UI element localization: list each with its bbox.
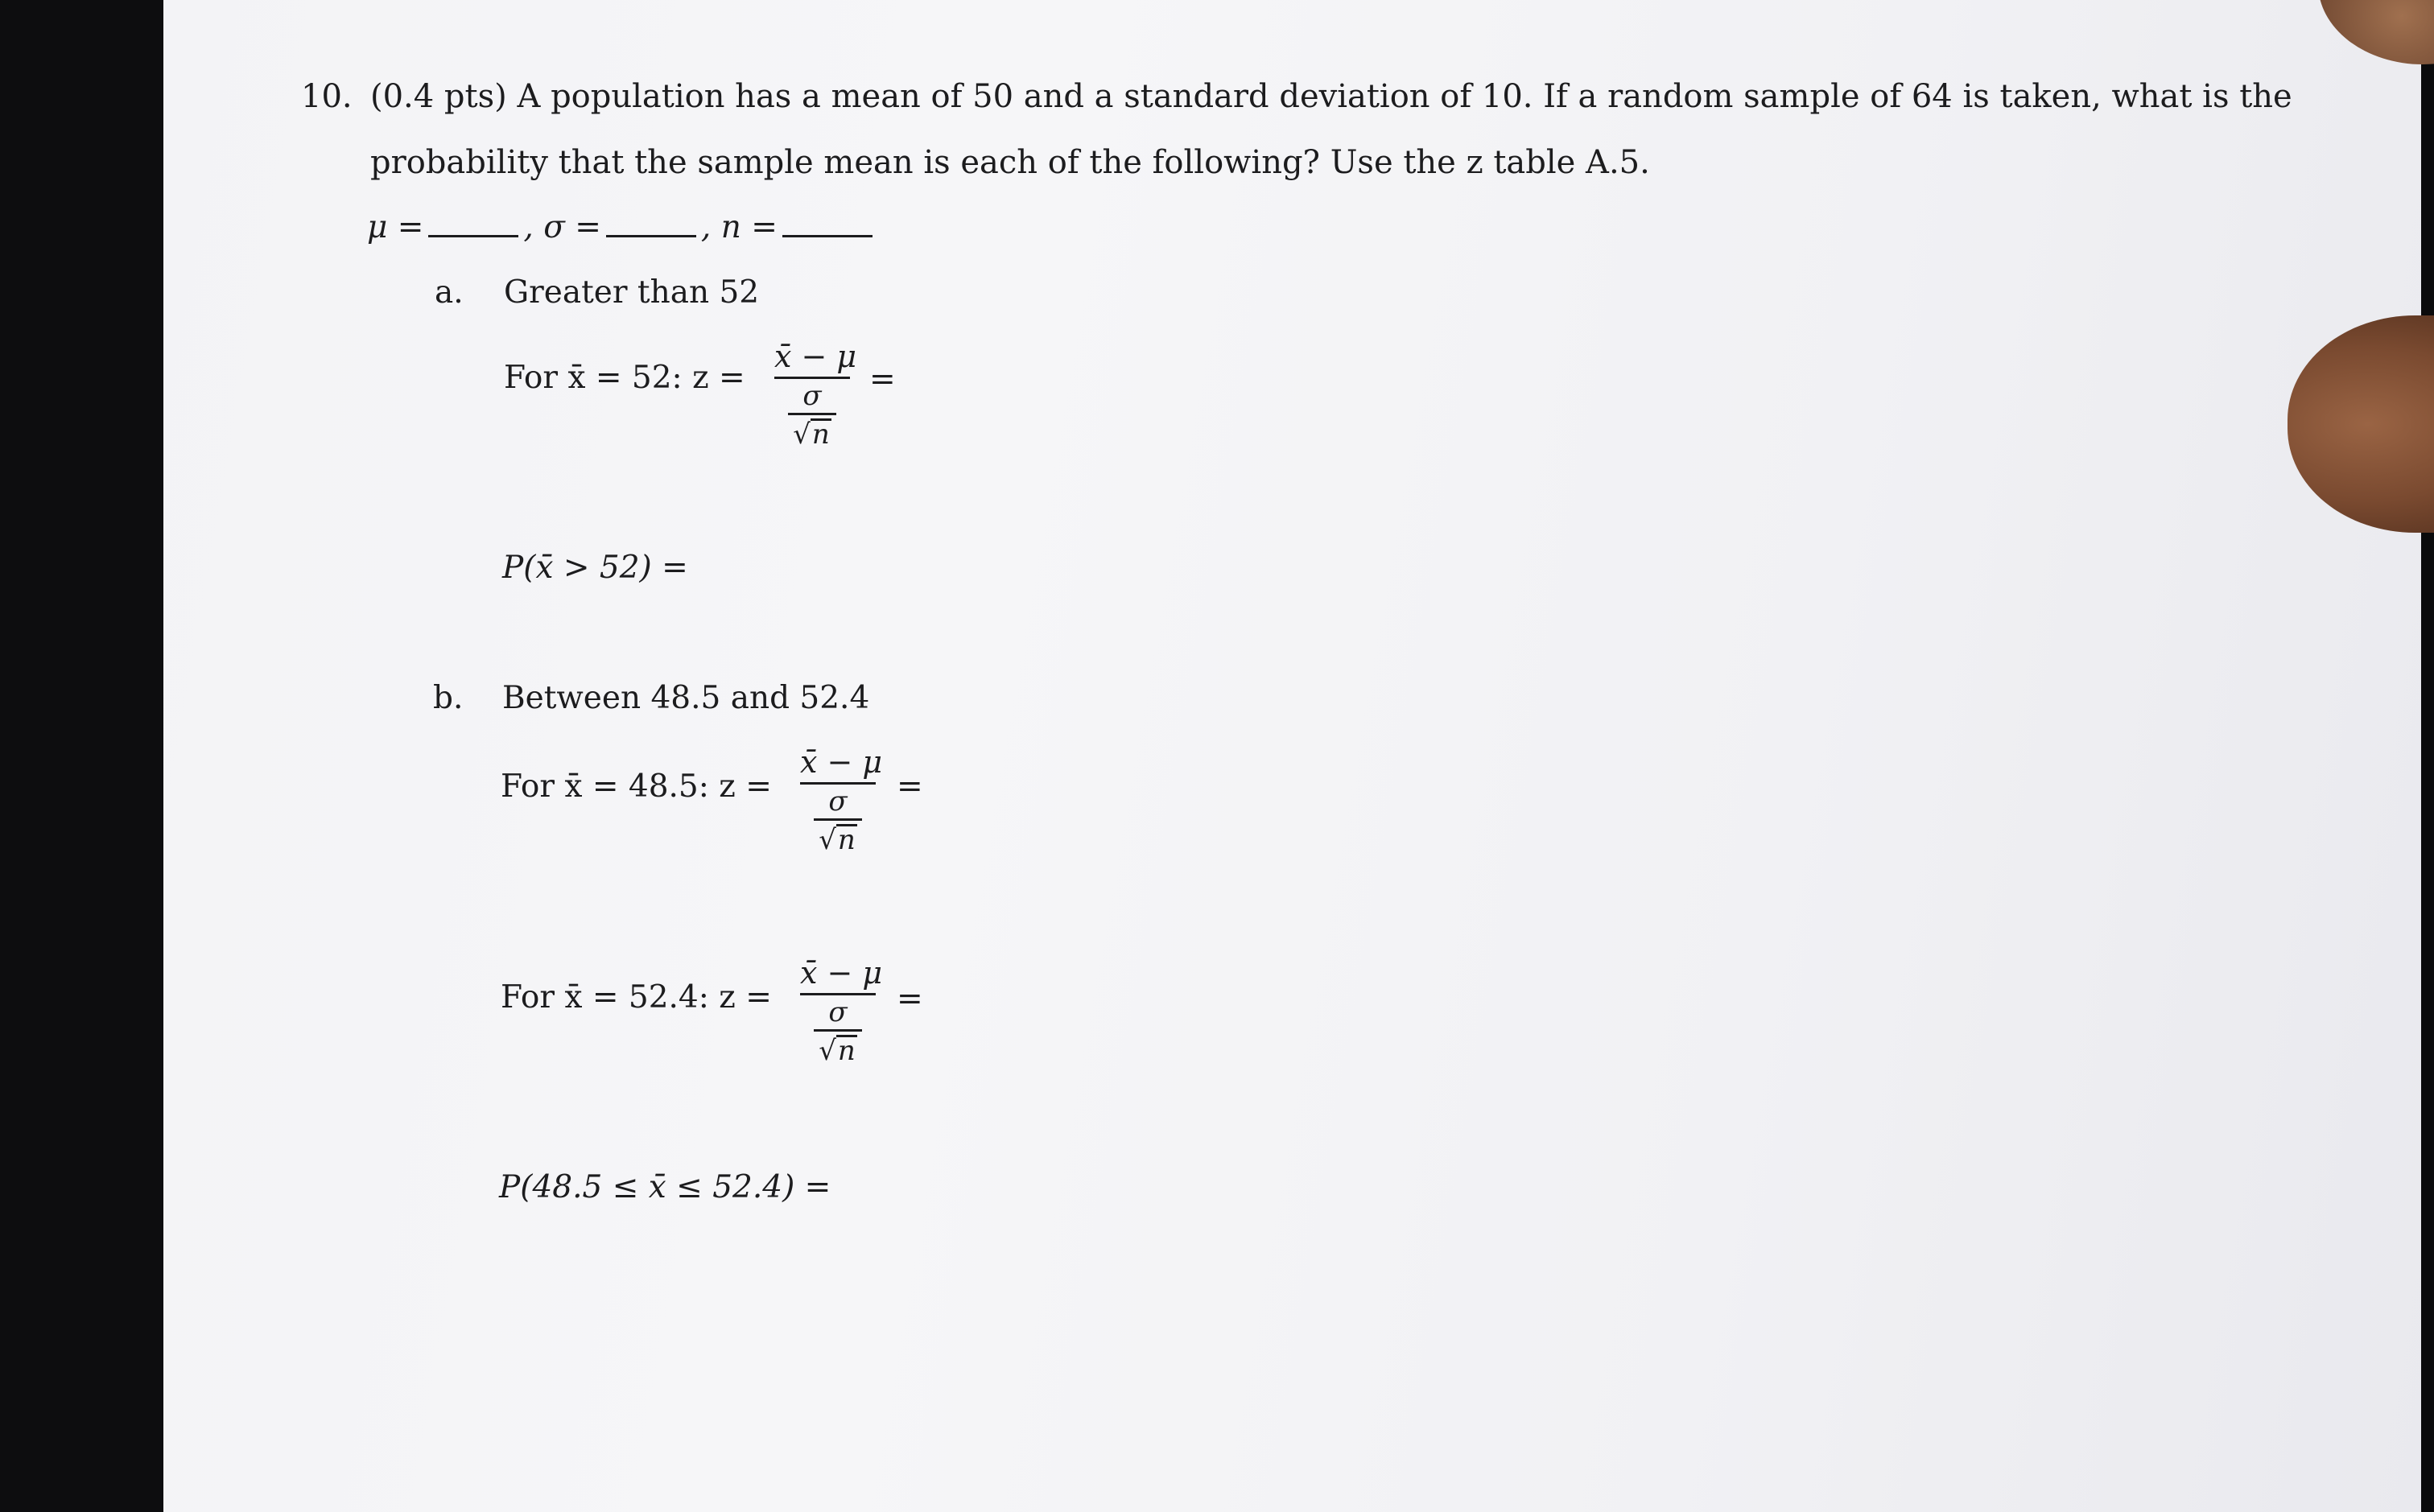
part-b-z-line-2: For x̄ = 52.4: z = — [501, 979, 772, 1016]
part-a-title: Greater than 52 — [504, 274, 760, 311]
fraction-inner-bar — [814, 1029, 862, 1032]
params-line — [367, 211, 877, 243]
sqrt-sign: √ — [819, 1035, 836, 1067]
sigma-label: , σ = — [523, 209, 601, 245]
fraction-sqrt-n — [800, 1035, 876, 1065]
part-b-fraction-2 — [800, 955, 883, 1067]
fraction-inner-bar — [814, 818, 862, 821]
question-number: 10. — [301, 78, 353, 115]
fraction-inner-bar — [788, 413, 836, 415]
sqrt-sign: √ — [793, 418, 811, 451]
fraction-sqrt-n — [800, 824, 876, 854]
question-text-line1: (0.4 pts) A population has a mean of 50 and a standard deviation of 10. If a random sample of 64 is taken, what is the — [370, 78, 2292, 115]
part-b-probability: P(48.5 ≤ x̄ ≤ 52.4) = — [499, 1169, 831, 1205]
n-blank[interactable] — [782, 211, 873, 237]
part-a-fraction — [774, 339, 857, 451]
fraction-numerator: x̄ − μ — [800, 744, 883, 780]
fraction-numerator: x̄ − μ — [800, 955, 883, 991]
fraction-sigma: σ — [802, 380, 822, 412]
fraction-numerator: x̄ − μ — [774, 339, 857, 374]
fraction-sqrt-n — [774, 418, 850, 451]
part-a-label: a. — [435, 274, 464, 311]
n-label: , n = — [700, 209, 778, 245]
fraction-sigma: σ — [828, 996, 848, 1028]
part-a-probability: P(x̄ > 52) = — [502, 550, 688, 586]
sigma-blank[interactable] — [606, 211, 696, 237]
part-b-title: Between 48.5 and 52.4 — [502, 680, 870, 716]
sqrt-sign: √ — [819, 824, 836, 856]
part-b-fraction-1 — [800, 744, 883, 856]
part-b-equals-2: = — [897, 981, 923, 1017]
fraction-sigma: σ — [828, 785, 848, 818]
part-b-label: b. — [433, 680, 464, 716]
question-text-line2: probability that the sample mean is each of the following? Use the z table A.5. — [370, 144, 1650, 181]
part-b-equals-1: = — [897, 768, 923, 805]
part-a-equals: = — [869, 361, 896, 398]
sqrt-n: n — [811, 418, 830, 451]
mu-label: μ = — [367, 209, 424, 245]
fraction-bar — [800, 782, 876, 785]
background-edge — [2421, 0, 2434, 1512]
fraction-bar — [774, 377, 850, 379]
fraction-bar — [800, 993, 876, 995]
sqrt-n: n — [837, 824, 856, 856]
sqrt-n: n — [837, 1035, 856, 1067]
part-b-z-line-1: For x̄ = 48.5: z = — [501, 768, 772, 805]
mu-blank[interactable] — [428, 211, 518, 237]
part-a-z-line: For x̄ = 52: z = — [504, 360, 745, 396]
